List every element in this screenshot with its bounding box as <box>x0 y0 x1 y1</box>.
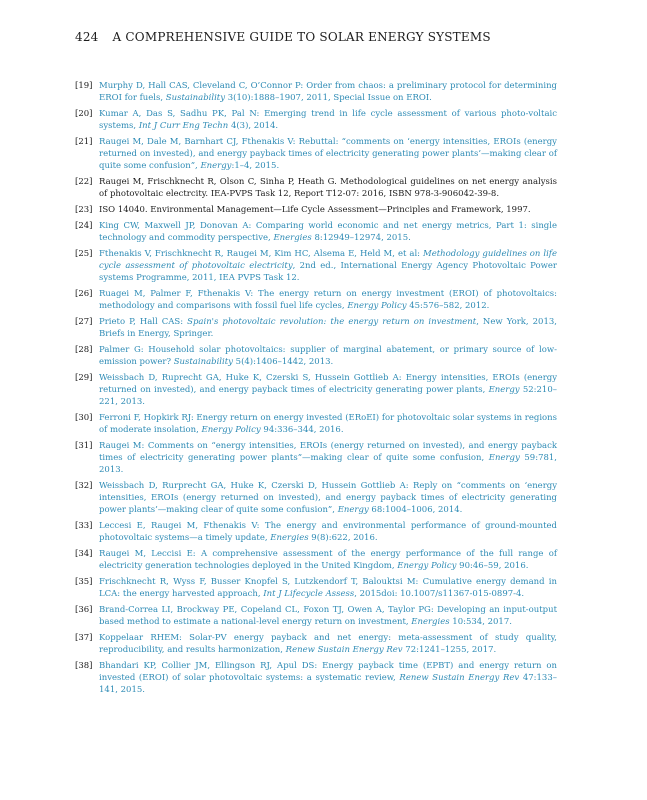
reference-source: Energy Policy <box>201 425 261 435</box>
reference-number: [19] <box>75 81 93 91</box>
reference-item <box>75 204 557 216</box>
reference-authors-title: Brand-Correa LI, Brockway PE, Copeland CL, Foxon TJ, Owen A, Taylor PG: Developing an input-output based method to estimate a national-level energy return on investment, <box>99 605 557 627</box>
reference-number: [36] <box>75 605 93 615</box>
reference-number: [31] <box>75 441 93 451</box>
reference-link[interactable] <box>99 440 557 476</box>
reference-number: [33] <box>75 521 93 531</box>
reference-link[interactable] <box>99 344 557 368</box>
reference-link[interactable] <box>99 372 557 408</box>
reference-number: [32] <box>75 481 93 491</box>
reference-link[interactable] <box>99 136 557 172</box>
reference-item <box>75 372 557 408</box>
reference-details: :1–4, 2015. <box>231 161 280 171</box>
reference-item <box>75 412 557 436</box>
reference-authors-title: Palmer G: Household solar photovoltaics: supplier of marginal abatement, or primary source of low-emission power? <box>99 345 557 367</box>
reference-authors-title: Leccesi E, Raugei M, Fthenakis V: The energy and environmental performance of ground-mounted photovoltaic systems—a timely update, <box>99 521 557 543</box>
reference-item <box>75 108 557 132</box>
reference-details: 72:1241–1255, 2017. <box>402 645 497 655</box>
reference-authors-title: ISO 14040. Environmental Management—Life Cycle Assessment—Principles and Framework, 1997. <box>99 205 531 215</box>
reference-item <box>75 660 557 696</box>
reference-item <box>75 440 557 476</box>
reference-details: 3(10):1888–1907, 2011, Special Issue on EROI. <box>225 93 432 103</box>
page-number: 424 <box>75 30 99 44</box>
book-title: A COMPREHENSIVE GUIDE TO SOLAR ENERGY SYSTEMS <box>112 30 491 44</box>
reference-link[interactable] <box>99 632 557 656</box>
reference-details: 5(4):1406–1442, 2013. <box>232 357 334 367</box>
reference-source: Int J Lifecycle Assess <box>263 589 355 599</box>
reference-authors-title: Weissbach D, Ruprecht GA, Huke K, Czerski S, Hussein Gottlieb A: Energy intensities, EROIs (energy returned on invested), and energy payback times of electricity generating power plants, <box>99 373 557 395</box>
reference-link[interactable] <box>99 288 557 312</box>
reference-number: [23] <box>75 205 93 215</box>
reference-link[interactable] <box>99 412 557 436</box>
reference-link[interactable] <box>99 108 557 132</box>
reference-source: Energies <box>411 617 450 627</box>
reference-details: 45:576–582, 2012. <box>406 301 490 311</box>
reference-authors-title: Raugei M, Frischknecht R, Olson C, Sinha P, Heath G. Methodological guidelines on net energy analysis of photovoltaic electrcity. IEA-PVPS Task 12, Report T12-07: 2016, ISBN 978-3-906042-39-8. <box>99 177 557 199</box>
reference-details: , 2015doi: 10.1007/s11367-015-0897-4. <box>354 589 525 599</box>
reference-number: [20] <box>75 109 93 119</box>
reference-item <box>75 288 557 312</box>
reference-source: Energies <box>273 233 312 243</box>
reference-details: 8:12949–12974, 2015. <box>311 233 411 243</box>
reference-number: [24] <box>75 221 93 231</box>
reference-item <box>75 604 557 628</box>
reference-authors-title: King CW, Maxwell JP, Donovan A: Comparing world economic and net energy metrics, Part 1: single technology and commodity perspective, <box>99 221 557 243</box>
reference-source: Spain's photovoltaic revolution: the energy return on investment <box>187 317 477 327</box>
reference-number: [37] <box>75 633 93 643</box>
reference-number: [21] <box>75 137 93 147</box>
reference-details: , New York, 2013, Briefs in Energy, Springer. <box>99 317 557 339</box>
reference-number: [26] <box>75 289 93 299</box>
reference-source: Int J Curr Eng Techn <box>138 121 229 131</box>
reference-list <box>75 80 557 700</box>
reference-number: [34] <box>75 549 93 559</box>
reference-item <box>75 136 557 172</box>
reference-authors-title: Weissbach D, Rurprecht GA, Huke K, Czerski D, Hussein Gottlieb A: Reply on “comments on ‘energy intensities, EROIs (energy returned on invested), and energy payback times of electricity generating power plants’—making clear of quite some confusion”, <box>99 481 557 515</box>
reference-item <box>75 80 557 104</box>
reference-link[interactable] <box>99 316 557 340</box>
reference-item <box>75 248 557 284</box>
reference-source: Energy Policy <box>347 301 407 311</box>
reference-source: Energy <box>488 453 520 463</box>
reference-item <box>75 316 557 340</box>
reference-details: 52:210–221, 2013. <box>99 385 557 407</box>
reference-authors-title: Ferroni F, Hopkirk RJ: Energy return on energy invested (ERoEI) for photovoltaic solar systems in regions of moderate insolation, <box>99 413 557 435</box>
reference-link[interactable] <box>99 576 557 600</box>
reference-number: [25] <box>75 249 93 259</box>
reference-number: [27] <box>75 317 93 327</box>
reference-authors-title: Ruagei M, Palmer F, Fthenakis V: The energy return on energy investment (EROI) of photovoltaics: methodology and comparisons with fossil fuel life cycles, <box>99 289 557 311</box>
reference-details: 47:133–141, 2015. <box>99 673 557 695</box>
reference-details: 68:1004–1006, 2014. <box>368 505 463 515</box>
reference-source: Renew Sustain Energy Rev <box>285 645 403 655</box>
reference-details: 9(8):622, 2016. <box>308 533 378 543</box>
reference-number: [35] <box>75 577 93 587</box>
reference-authors-title: Prieto P, Hall CAS: <box>99 317 188 327</box>
reference-number: [22] <box>75 177 93 187</box>
reference-details: 90:46–59, 2016. <box>456 561 529 571</box>
reference-authors-title: Raugei M, Dale M, Barnhart CJ, Fthenakis V: Rebuttal: “comments on ‘energy intensities, EROIs (energy returned on invested), and energy payback times of electricity generating power plants’—making clear of quite some confusion”, <box>99 137 557 171</box>
reference-item <box>75 344 557 368</box>
reference-number: [30] <box>75 413 93 423</box>
reference-number: [29] <box>75 373 93 383</box>
reference-text <box>99 204 557 216</box>
reference-link[interactable] <box>99 480 557 516</box>
reference-source: Sustainability <box>165 93 226 103</box>
reference-authors-title: Raugei M, Leccisi E: A comprehensive assessment of the energy performance of the full range of electricity generation technologies deployed in the United Kingdom, <box>99 549 557 571</box>
reference-details: , 2nd ed., International Energy Agency Photovoltaic Power systems Programme, 2011, IEA PVPS Task 12. <box>99 261 557 283</box>
reference-source: Energy <box>488 385 520 395</box>
reference-details: 94:336–344, 2016. <box>260 425 344 435</box>
reference-source: Energy <box>200 161 232 171</box>
reference-item <box>75 548 557 572</box>
reference-details: 59:781, 2013. <box>99 453 557 475</box>
reference-link[interactable] <box>99 604 557 628</box>
reference-link[interactable] <box>99 660 557 696</box>
reference-item <box>75 176 557 200</box>
reference-item <box>75 632 557 656</box>
reference-details: 4(3), 2014. <box>228 121 279 131</box>
reference-source: Sustainability <box>173 357 233 367</box>
reference-authors-title: Bhandari KP, Collier JM, Ellingson RJ, Apul DS: Energy payback time (EPBT) and energy return on invested (EROI) of solar photovoltaic systems: a systematic review, <box>99 661 557 683</box>
reference-authors-title: Frischknecht R, Wyss F, Busser Knopfel S, Lutzkendorf T, Balouktsi M: Cumulative energy demand in LCA: the energy harvested approach, <box>99 577 557 599</box>
reference-link[interactable] <box>99 548 557 572</box>
reference-source: Energy Policy <box>397 561 457 571</box>
reference-link[interactable] <box>99 248 557 284</box>
reference-authors-title: Raugei M: Comments on “energy intensities, EROIs (energy returned on invested), and energy payback times of electricity generating power plants”—making clear of quite some confusion, <box>99 441 557 463</box>
reference-item <box>75 220 557 244</box>
reference-source: Energies <box>270 533 309 543</box>
reference-link[interactable] <box>99 520 557 544</box>
reference-authors-title: Murphy D, Hall CAS, Cleveland C, O’Connor P: Order from chaos: a preliminary protocol for determining EROI for fuels, <box>99 81 557 103</box>
reference-number: [38] <box>75 661 93 671</box>
reference-source: Renew Sustain Energy Rev <box>399 673 520 683</box>
reference-item <box>75 576 557 600</box>
reference-link[interactable] <box>99 80 557 104</box>
reference-number: [28] <box>75 345 93 355</box>
reference-link[interactable] <box>99 220 557 244</box>
running-header <box>75 30 491 44</box>
reference-source: Methodology guidelines on life cycle assessment of photovoltaic electricity <box>99 249 557 271</box>
reference-details: 10:534, 2017. <box>449 617 512 627</box>
reference-item <box>75 520 557 544</box>
reference-authors-title: Koppelaar RHEM: Solar-PV energy payback and net energy: meta-assessment of study quality, reproducibility, and results harmonization, <box>99 633 557 655</box>
reference-text <box>99 176 557 200</box>
reference-item <box>75 480 557 516</box>
reference-authors-title: Fthenakis V, Frischknecht R, Raugei M, Kim HC, Alsema E, Held M, et al: <box>99 249 424 259</box>
reference-authors-title: Kumar A, Das S, Sadhu PK, Pal N: Emerging trend in life cycle assessment of various photo-voltaic systems, <box>99 109 557 131</box>
reference-source: Energy <box>337 505 369 515</box>
